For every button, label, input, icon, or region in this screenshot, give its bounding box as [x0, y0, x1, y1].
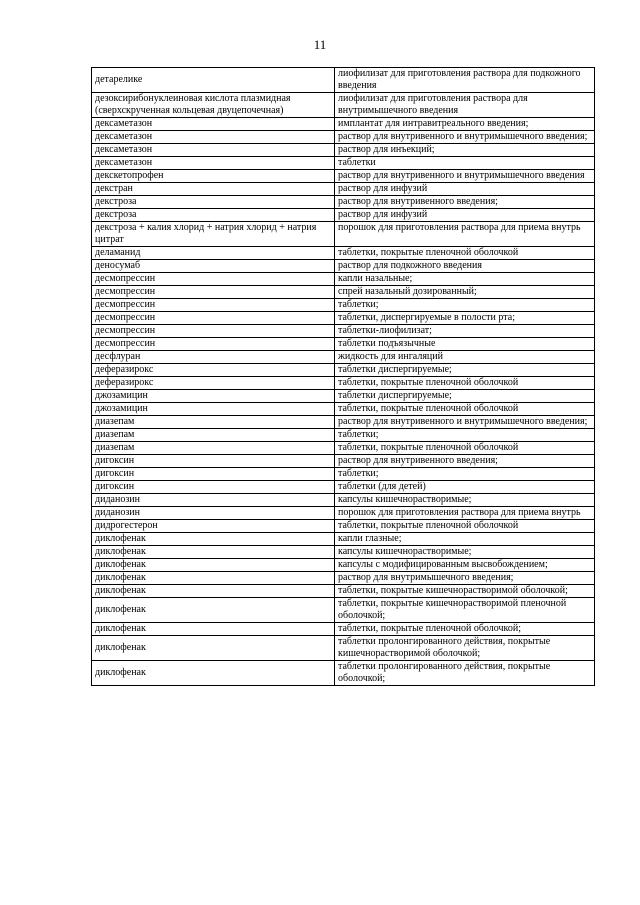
dosage-form-cell: таблетки подъязычные	[335, 338, 595, 351]
table-row	[92, 494, 595, 507]
table-row	[92, 157, 595, 170]
table-row	[92, 533, 595, 546]
dosage-form-cell: таблетки, покрытые кишечнорастворимой оболочкой;	[335, 585, 595, 598]
drug-name-cell: дексаметазон	[92, 157, 335, 170]
drug-name-cell: дексаметазон	[92, 144, 335, 157]
dosage-form-cell: раствор для внутривенного и внутримышечного введения;	[335, 416, 595, 429]
table-row	[92, 364, 595, 377]
drug-name-cell: диазепам	[92, 416, 335, 429]
table-row	[92, 661, 595, 686]
table-row	[92, 196, 595, 209]
table-row	[92, 559, 595, 572]
drug-name-cell: диклофенак	[92, 585, 335, 598]
table-row	[92, 442, 595, 455]
table-row	[92, 481, 595, 494]
table-row	[92, 585, 595, 598]
dosage-form-cell: таблетки;	[335, 468, 595, 481]
dosage-form-cell: таблетки, покрытые пленочной оболочкой	[335, 403, 595, 416]
dosage-form-cell: таблетки;	[335, 299, 595, 312]
drug-name-cell: диклофенак	[92, 559, 335, 572]
table-row	[92, 170, 595, 183]
table-row	[92, 623, 595, 636]
dosage-form-cell: спрей назальный дозированный;	[335, 286, 595, 299]
drug-name-cell: деламанид	[92, 247, 335, 260]
drug-name-cell: джозамицин	[92, 390, 335, 403]
drug-name-cell: диклофенак	[92, 598, 335, 623]
table-row	[92, 507, 595, 520]
dosage-form-cell: порошок для приготовления раствора для приема внутрь	[335, 507, 595, 520]
dosage-form-cell: таблетки, покрытые пленочной оболочкой	[335, 442, 595, 455]
dosage-form-cell: таблетки;	[335, 429, 595, 442]
dosage-form-cell: лиофилизат для приготовления раствора для внутримышечного введения	[335, 93, 595, 118]
table-row	[92, 222, 595, 247]
table-row	[92, 325, 595, 338]
table-row	[92, 338, 595, 351]
dosage-form-cell: раствор для внутривенного и внутримышечного введения	[335, 170, 595, 183]
dosage-form-cell: таблетки пролонгированного действия, покрытые кишечнорастворимой оболочкой;	[335, 636, 595, 661]
dosage-form-cell: имплантат для интравитреального введения;	[335, 118, 595, 131]
drug-name-cell: дидрогестерон	[92, 520, 335, 533]
drug-name-cell: декстроза	[92, 196, 335, 209]
table-row	[92, 144, 595, 157]
dosage-form-cell: раствор для инфузий	[335, 183, 595, 196]
drug-name-cell: десмопрессин	[92, 312, 335, 325]
drug-name-cell: декстроза	[92, 209, 335, 222]
dosage-form-cell: таблетки, покрытые кишечнорастворимой пленочной оболочкой;	[335, 598, 595, 623]
dosage-form-cell: раствор для внутримышечного введения;	[335, 572, 595, 585]
table-row	[92, 312, 595, 325]
table-row	[92, 183, 595, 196]
drug-name-cell: диклофенак	[92, 546, 335, 559]
table-row	[92, 93, 595, 118]
drug-name-cell: декскетопрофен	[92, 170, 335, 183]
table-row	[92, 273, 595, 286]
dosage-form-cell: капли назальные;	[335, 273, 595, 286]
drug-name-cell: дексаметазон	[92, 131, 335, 144]
drug-name-cell: деносумаб	[92, 260, 335, 273]
drug-name-cell: диданозин	[92, 494, 335, 507]
dosage-form-cell: капсулы кишечнорастворимые;	[335, 494, 595, 507]
dosage-form-cell: таблетки, покрытые пленочной оболочкой	[335, 520, 595, 533]
drug-name-cell: диклофенак	[92, 623, 335, 636]
dosage-form-cell: таблетки диспергируемые;	[335, 364, 595, 377]
dosage-form-cell: таблетки диспергируемые;	[335, 390, 595, 403]
table-row	[92, 403, 595, 416]
table-row	[92, 636, 595, 661]
drug-name-cell: десмопрессин	[92, 325, 335, 338]
dosage-form-cell: порошок для приготовления раствора для приема внутрь	[335, 222, 595, 247]
table-row	[92, 520, 595, 533]
drug-name-cell: десфлуран	[92, 351, 335, 364]
drug-name-cell: деферазирокс	[92, 377, 335, 390]
drug-table-body	[92, 68, 595, 686]
table-row	[92, 416, 595, 429]
drug-name-cell: детарелике	[92, 68, 335, 93]
dosage-form-cell: раствор для внутривенного введения;	[335, 196, 595, 209]
dosage-form-cell: таблетки, покрытые пленочной оболочкой	[335, 247, 595, 260]
drug-name-cell: дигоксин	[92, 468, 335, 481]
drug-name-cell: десмопрессин	[92, 338, 335, 351]
dosage-form-cell: таблетки-лиофилизат;	[335, 325, 595, 338]
table-row	[92, 131, 595, 144]
dosage-form-cell: таблетки пролонгированного действия, покрытые оболочкой;	[335, 661, 595, 686]
drug-name-cell: диазепам	[92, 442, 335, 455]
drug-name-cell: десмопрессин	[92, 286, 335, 299]
dosage-form-cell: лиофилизат для приготовления раствора для подкожного введения	[335, 68, 595, 93]
dosage-form-cell: жидкость для ингаляций	[335, 351, 595, 364]
table-row	[92, 468, 595, 481]
dosage-form-cell: таблетки, диспергируемые в полости рта;	[335, 312, 595, 325]
drug-name-cell: диданозин	[92, 507, 335, 520]
table-row	[92, 209, 595, 222]
drug-name-cell: диазепам	[92, 429, 335, 442]
table-row	[92, 260, 595, 273]
table-row	[92, 598, 595, 623]
drug-name-cell: десмопрессин	[92, 299, 335, 312]
table-row	[92, 429, 595, 442]
dosage-form-cell: капсулы кишечнорастворимые;	[335, 546, 595, 559]
drug-name-cell: декстроза + калия хлорид + натрия хлорид + натрия цитрат	[92, 222, 335, 247]
drug-name-cell: деферазирокс	[92, 364, 335, 377]
drug-name-cell: диклофенак	[92, 572, 335, 585]
drug-name-cell: дексаметазон	[92, 118, 335, 131]
table-row	[92, 247, 595, 260]
table-row	[92, 68, 595, 93]
dosage-form-cell: раствор для инъекций;	[335, 144, 595, 157]
dosage-form-cell: раствор для внутривенного и внутримышечного введения;	[335, 131, 595, 144]
table-row	[92, 390, 595, 403]
drug-name-cell: диклофенак	[92, 533, 335, 546]
drug-table	[91, 67, 595, 686]
dosage-form-cell: таблетки	[335, 157, 595, 170]
drug-name-cell: дигоксин	[92, 455, 335, 468]
dosage-form-cell: раствор для подкожного введения	[335, 260, 595, 273]
table-row	[92, 118, 595, 131]
dosage-form-cell: таблетки, покрытые пленочной оболочкой;	[335, 623, 595, 636]
table-row	[92, 572, 595, 585]
table-row	[92, 299, 595, 312]
drug-name-cell: десмопрессин	[92, 273, 335, 286]
dosage-form-cell: раствор для внутривенного введения;	[335, 455, 595, 468]
dosage-form-cell: капсулы с модифицированным высвобождением;	[335, 559, 595, 572]
drug-name-cell: диклофенак	[92, 636, 335, 661]
drug-name-cell: диклофенак	[92, 661, 335, 686]
table-row	[92, 546, 595, 559]
dosage-form-cell: капли глазные;	[335, 533, 595, 546]
table-row	[92, 455, 595, 468]
drug-name-cell: джозамицин	[92, 403, 335, 416]
table-row	[92, 286, 595, 299]
dosage-form-cell: таблетки (для детей)	[335, 481, 595, 494]
page-number: 11	[313, 37, 327, 52]
dosage-form-cell: раствор для инфузий	[335, 209, 595, 222]
drug-name-cell: декстран	[92, 183, 335, 196]
table-row	[92, 377, 595, 390]
dosage-form-cell: таблетки, покрытые пленочной оболочкой	[335, 377, 595, 390]
drug-name-cell: дезоксирибонуклеиновая кислота плазмидная (сверхскрученная кольцевая двуцепочечная)	[92, 93, 335, 118]
drug-name-cell: дигоксин	[92, 481, 335, 494]
table-row	[92, 351, 595, 364]
